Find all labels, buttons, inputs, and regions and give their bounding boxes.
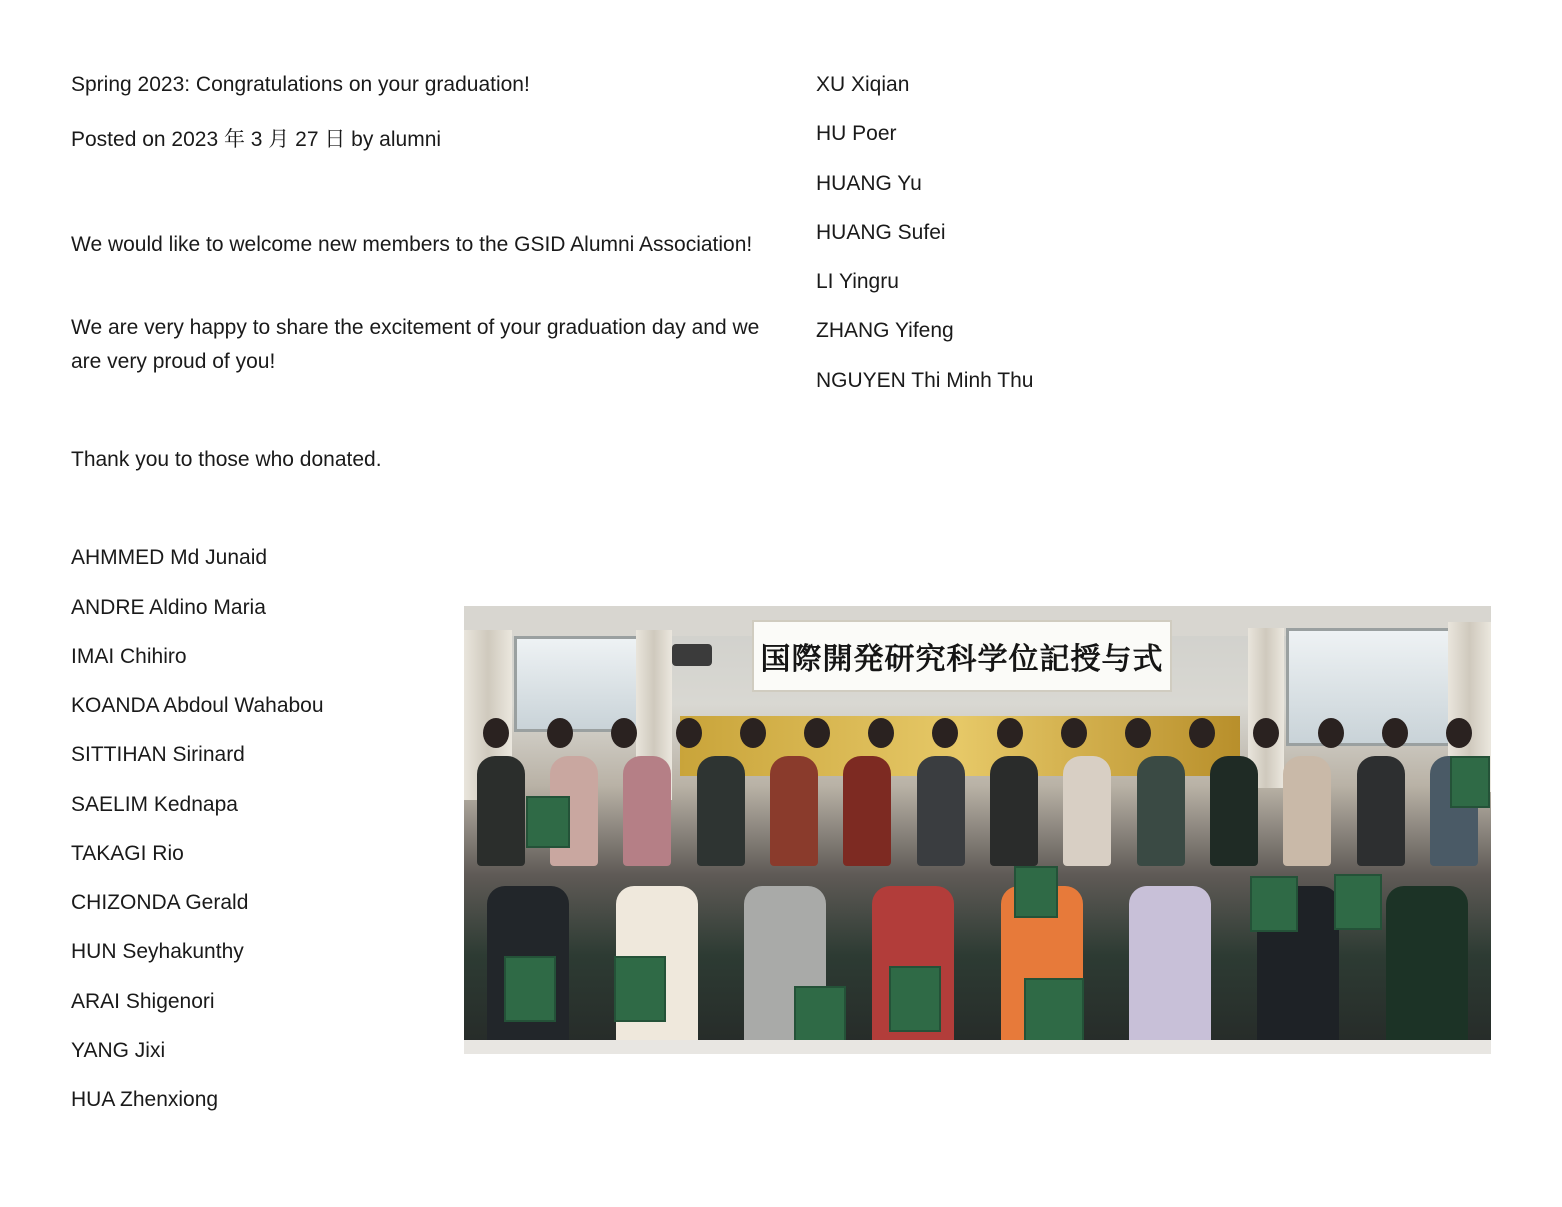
donor-name: HUANG Yu (816, 172, 922, 195)
thanks-text: Thank you to those who donated. (71, 448, 382, 471)
photo-crowd-back (464, 718, 1491, 748)
donor-name: LI Yingru (816, 270, 899, 293)
donor-name: XU Xiqian (816, 73, 910, 96)
photo-projector (672, 644, 712, 666)
post-meta: Posted on 2023 年 3 月 27 日 by alumni (71, 128, 442, 151)
photo-diploma (1250, 876, 1298, 932)
photo-diploma (526, 796, 570, 848)
photo-diploma (614, 956, 666, 1022)
photo-diploma (504, 956, 556, 1022)
photo-banner: 国際開発研究科学位記授与式 (752, 620, 1172, 692)
donor-name: IMAI Chihiro (71, 645, 187, 668)
photo-diploma (1334, 874, 1382, 930)
welcome-paragraph: We would like to welcome new members to the GSID Alumni Association! (71, 233, 753, 256)
donor-name: CHIZONDA Gerald (71, 891, 249, 914)
donor-name: YANG Jixi (71, 1039, 166, 1062)
donor-name: SITTIHAN Sirinard (71, 743, 245, 766)
photo-diploma (889, 966, 941, 1032)
donor-name: ANDRE Aldino Maria (71, 596, 266, 619)
photo-diploma (1024, 978, 1084, 1042)
donor-name: TAKAGI Rio (71, 842, 184, 865)
photo-floor (464, 1040, 1491, 1054)
donor-name: HU Poer (816, 122, 897, 145)
donor-name: KOANDA Abdoul Wahabou (71, 694, 324, 717)
donor-name: HUANG Sufei (816, 221, 946, 244)
donor-name: AHMMED Md Junaid (71, 546, 268, 569)
photo-crowd-middle (464, 756, 1491, 866)
donor-name: NGUYEN Thi Minh Thu (816, 369, 1034, 392)
photo-diploma (1014, 866, 1058, 918)
post-title: Spring 2023: Congratulations on your graduation! (71, 73, 530, 96)
donor-name: ZHANG Yifeng (816, 319, 954, 342)
graduation-photo (464, 606, 1491, 1054)
donor-name: HUN Seyhakunthy (71, 940, 244, 963)
donor-name: HUA Zhenxiong (71, 1088, 219, 1111)
donor-name: ARAI Shigenori (71, 990, 215, 1013)
donor-name: SAELIM Kednapa (71, 793, 238, 816)
happy-paragraph: We are very happy to share the excitement of your graduation day and we are very proud of you! (71, 316, 760, 373)
photo-diploma (1450, 756, 1490, 808)
